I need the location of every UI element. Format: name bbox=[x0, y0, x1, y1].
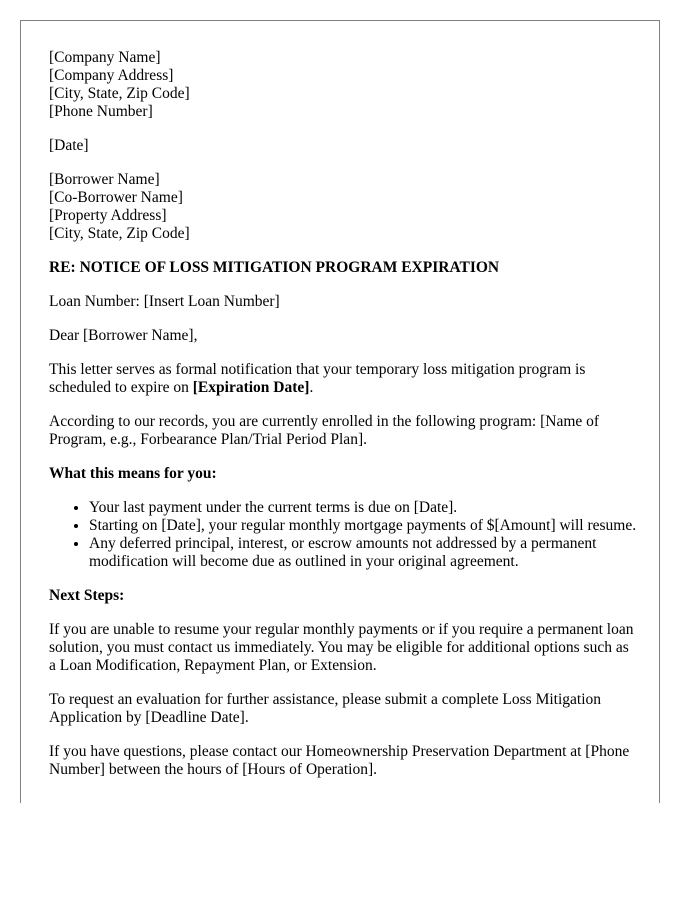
company-phone: [Phone Number] bbox=[49, 103, 153, 120]
letter-date: [Date] bbox=[49, 137, 89, 154]
subject-line: RE: NOTICE OF LOSS MITIGATION PROGRAM EXPIRATION bbox=[49, 259, 500, 276]
company-city-state-zip: [City, State, Zip Code] bbox=[49, 85, 190, 102]
recipient-city-state-zip: [City, State, Zip Code] bbox=[49, 225, 190, 242]
company-address: [Company Address] bbox=[49, 67, 174, 84]
next-steps-heading: Next Steps: bbox=[49, 587, 125, 604]
expiration-date: [Expiration Date] bbox=[192, 379, 310, 396]
borrower-name: [Borrower Name] bbox=[49, 171, 160, 188]
next-steps-paragraph: To request an evaluation for further assistance, please submit a complete Loss Mitigation Application by [Deadline Date]. bbox=[49, 691, 602, 726]
sender-block bbox=[49, 49, 639, 121]
next-steps-paragraph: If you are unable to resume your regular monthly payments or if you require a permanent loan solution, you must contact us immediately. You may be eligible for additional options such as a Loan Modification, Repayment Plan, or Extension. bbox=[49, 621, 634, 674]
co-borrower-name: [Co-Borrower Name] bbox=[49, 189, 183, 206]
loan-number: Loan Number: [Insert Loan Number] bbox=[49, 293, 280, 310]
property-address: [Property Address] bbox=[49, 207, 167, 224]
list-item: • Starting on [Date], your regular monthly mortgage payments of $[Amount] will resume. bbox=[89, 517, 639, 535]
date-block bbox=[49, 137, 639, 155]
recipient-block bbox=[49, 171, 639, 243]
next-steps-paragraph: If you have questions, please contact our Homeownership Preservation Department at [Phone Number] between the hours of [Hours of Operation]. bbox=[49, 743, 630, 778]
list-item: • Any deferred principal, interest, or escrow amounts not addressed by a permanent modification will become due as outlined in your original agreement. bbox=[89, 535, 639, 571]
what-this-means-list bbox=[49, 499, 639, 571]
company-name: [Company Name] bbox=[49, 49, 161, 66]
intro-end: . bbox=[309, 379, 314, 396]
letter-content bbox=[49, 49, 639, 795]
records-paragraph: According to our records, you are currently enrolled in the following program: [Name of Program, e.g., Forbearance Plan/Trial Period Plan]. bbox=[49, 413, 600, 448]
salutation: Dear [Borrower Name], bbox=[49, 327, 198, 344]
list-item: • Your last payment under the current terms is due on [Date]. bbox=[89, 499, 639, 517]
letter-page bbox=[20, 20, 660, 803]
what-this-means-heading: What this means for you: bbox=[49, 465, 217, 482]
intro-text: This letter serves as formal notification that your temporary loss mitigation program is scheduled to expire on bbox=[49, 361, 586, 396]
intro-paragraph bbox=[49, 361, 639, 397]
